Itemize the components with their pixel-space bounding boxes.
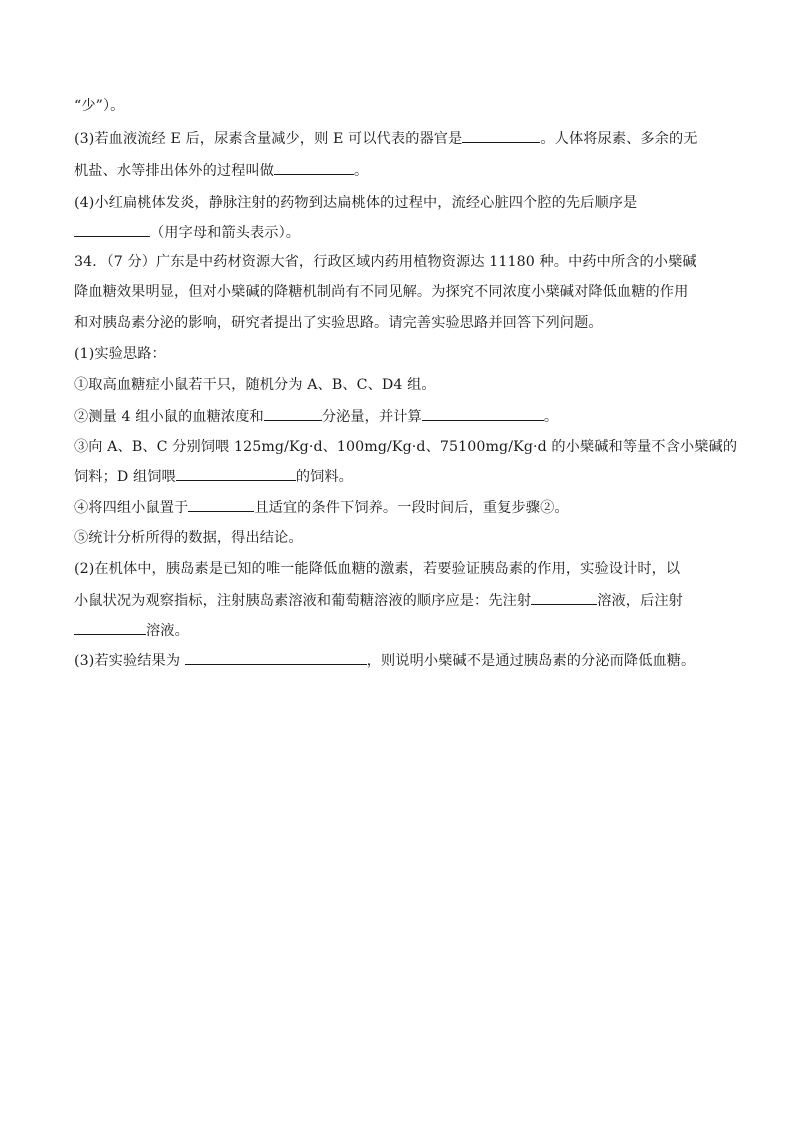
answer-blank[interactable] bbox=[176, 466, 296, 481]
text-segment: (1)实验思路： bbox=[74, 346, 166, 362]
text-line bbox=[74, 222, 734, 243]
text-segment: （用字母和箭头表示）。 bbox=[150, 225, 301, 241]
text-segment: 小鼠状况为观察指标，注射胰岛素溶液和葡萄糖溶液的顺序应是：先注射 bbox=[74, 593, 532, 609]
text-segment: 。人体将尿素、多余的无 bbox=[540, 131, 698, 147]
text-segment: “少”）。 bbox=[74, 98, 125, 114]
text-segment: (2)在机体中，胰岛素是已知的唯一能降低血糖的激素，若要验证胰岛素的作用，实验设计时，以 bbox=[74, 561, 681, 577]
answer-blank[interactable] bbox=[74, 620, 146, 635]
text-line bbox=[74, 160, 734, 181]
text-line bbox=[74, 437, 738, 457]
text-segment: 34．（7 分）广东是中药材资源大省，行政区域内药用植物资源达 11180 种。中药中所含的小檗碱 bbox=[74, 254, 697, 270]
text-segment: ，则说明小檗碱不是通过胰岛素的分泌而降低血糖。 bbox=[366, 653, 696, 669]
text-segment: ③向 A、B、C 分别饲喂 125mg/Kg·d、100mg/Kg·d、75100mg/Kg·d 的小檗碱和等量不含小檗碱的 bbox=[74, 439, 738, 455]
text-line bbox=[74, 620, 734, 641]
text-line bbox=[74, 590, 734, 611]
text-segment: ②测量 4 组小鼠的血糖浓度和 bbox=[74, 409, 264, 425]
text-segment: 降血糖效果明显，但对小檗碱的降糖机制尚有不同见解。为探究不同浓度小檗碱对降低血糖的作用 bbox=[74, 284, 689, 300]
text-segment: 机盐、水等排出体外的过程叫做 bbox=[74, 163, 275, 179]
text-segment: 。 bbox=[354, 163, 369, 179]
answer-blank[interactable] bbox=[422, 406, 544, 421]
text-segment: (3)若血液流经 E 后，尿素含量减少，则 E 可以代表的器官是 bbox=[74, 131, 463, 147]
text-line bbox=[74, 497, 734, 518]
answer-blank[interactable] bbox=[462, 128, 540, 143]
text-segment: 溶液。 bbox=[146, 623, 189, 639]
text-line bbox=[74, 528, 734, 548]
text-line bbox=[74, 650, 734, 671]
text-line bbox=[74, 406, 734, 427]
text-line bbox=[74, 193, 734, 213]
text-segment: 饲料；D 组饲喂 bbox=[74, 469, 176, 485]
text-line bbox=[74, 96, 734, 116]
answer-blank[interactable] bbox=[531, 590, 597, 605]
text-segment: ④将四组小鼠置于 bbox=[74, 500, 189, 516]
text-line bbox=[74, 344, 734, 364]
text-segment: 的饲料。 bbox=[295, 469, 353, 485]
answer-blank[interactable] bbox=[264, 406, 322, 421]
text-segment: 且适宜的条件下饲养。一段时间后，重复步骤②。 bbox=[254, 500, 569, 516]
answer-blank[interactable] bbox=[185, 650, 367, 665]
answer-blank[interactable] bbox=[274, 160, 354, 175]
text-segment: 和对胰岛素分泌的影响，研究者提出了实验思路。请完善实验思路并回答下列问题。 bbox=[74, 315, 603, 331]
answer-blank[interactable] bbox=[188, 497, 254, 512]
text-segment: (3)若实验结果为 bbox=[74, 653, 185, 669]
text-segment: ①取高血糖症小鼠若干只，随机分为 A、B、C、D4 组。 bbox=[74, 377, 436, 393]
text-segment: (4)小红扁桃体发炎，静脉注射的药物到达扁桃体的过程中，流经心脏四个腔的先后顺序是 bbox=[74, 195, 638, 211]
answer-blank[interactable] bbox=[74, 222, 150, 237]
text-line bbox=[74, 128, 734, 149]
text-segment: 分泌量，并计算 bbox=[321, 409, 422, 425]
text-segment: ⑤统计分析所得的数据，得出结论。 bbox=[74, 530, 303, 546]
text-line bbox=[74, 252, 734, 272]
text-line bbox=[74, 375, 734, 395]
text-line bbox=[74, 282, 734, 302]
text-line bbox=[74, 559, 734, 579]
text-segment: 溶液，后注射 bbox=[597, 593, 683, 609]
text-segment: 。 bbox=[543, 409, 559, 425]
text-line bbox=[74, 466, 734, 487]
text-line bbox=[74, 313, 734, 333]
